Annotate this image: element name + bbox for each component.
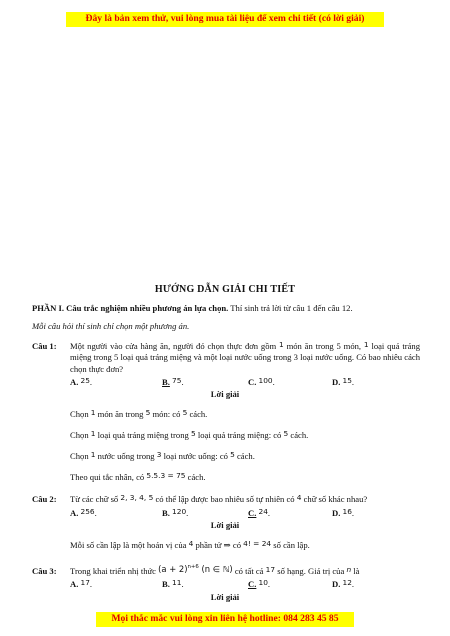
part-label: PHẦN I. Câu trắc nghiệm nhiều phương án lựa chọn. (32, 303, 229, 313)
question-3-text: Trong khai triển nhị thức $(a + 2)^{n+6}$ (n ∈ ℕ) có tất cả 17 số hạng. Giá trị của n là (70, 564, 360, 576)
q1-solution-step: Chọn 1 món ăn trong 5 món: có 5 cách. (70, 408, 208, 419)
q1-text-part: món ăn trong 5 món, (286, 341, 362, 351)
page-title: HƯỚNG DẪN GIẢI CHI TIẾT (154, 284, 296, 295)
q2-digits: 2, 3, 4, 5 (120, 493, 154, 502)
option-b: B. 11. (162, 578, 184, 589)
option-a: A. 25. (70, 376, 93, 387)
option-a: A. 17. (70, 578, 93, 589)
option-b: B. 75. (162, 376, 184, 387)
solution-heading: Lời giải (210, 520, 240, 530)
q1-text-part: Một người vào cửa hàng ăn, người đó chọn thực đơn gồm (70, 341, 277, 351)
part-text: Thí sinh trả lời từ câu 1 đến câu 12. (228, 303, 353, 313)
q2-solution-step: Mỗi số cần lập là một hoán vị của 4 phần tử ⇒ có 4! = 24 số cần lập. (70, 539, 310, 550)
question-2-options (70, 508, 420, 520)
solution-heading: Lời giải (210, 592, 240, 602)
question-2-text: Từ các chữ số 2, 3, 4, 5 có thể lập được bao nhiêu số tự nhiên có 4 chữ số khác nhau? (70, 493, 368, 504)
option-c: C. 24. (248, 507, 271, 518)
q1-math: 1 (279, 340, 284, 349)
option-d: D. 16. (332, 507, 355, 518)
option-b: B. 120. (162, 507, 189, 518)
question-3-label: Câu 3: (32, 566, 57, 576)
preview-notice-banner: Đây là bản xem thử, vui lòng mua tài liệu để xem chi tiết (có lời giải) (66, 12, 384, 27)
part-note: Mỗi câu hỏi thí sinh chỉ chọn một phương án. (32, 321, 190, 331)
q1-solution-step: Chọn 1 loại quả tráng miệng trong 5 loại quả tráng miệng: có 5 cách. (70, 429, 309, 440)
question-3-options (70, 579, 420, 591)
question-2-label: Câu 2: (32, 494, 57, 504)
option-d: D. 12. (332, 578, 355, 589)
hotline-banner: Mọi thắc mắc vui lòng xin liên hệ hotline: 084 283 45 85 (96, 612, 354, 627)
option-c: C. 10. (248, 578, 271, 589)
option-a: A. 256. (70, 507, 97, 518)
question-1-text (70, 341, 420, 375)
q1-text-part: loại quả tráng miệng trong 5 loại quả tráng miệng và một loại nước uống trong 3 loại nước uống. Có bao nhiêu cách chọn thực đơn? (70, 341, 421, 374)
part-heading (32, 303, 422, 314)
option-d: D. 15. (332, 376, 355, 387)
q1-math: 1 (363, 340, 369, 349)
question-1-label: Câu 1: (32, 341, 57, 351)
question-1-options (70, 377, 420, 389)
option-c: C. 100. (248, 376, 275, 387)
binomial-expression: $(a + 2)^{n+6}$ (n ∈ ℕ) (158, 564, 233, 574)
q1-solution-step: Theo qui tắc nhân, có 5.5.3 = 75 cách. (70, 471, 206, 482)
solution-heading: Lời giải (210, 389, 240, 399)
q1-solution-step: Chọn 1 nước uống trong 3 loại nước uống: có 5 cách. (70, 450, 255, 461)
